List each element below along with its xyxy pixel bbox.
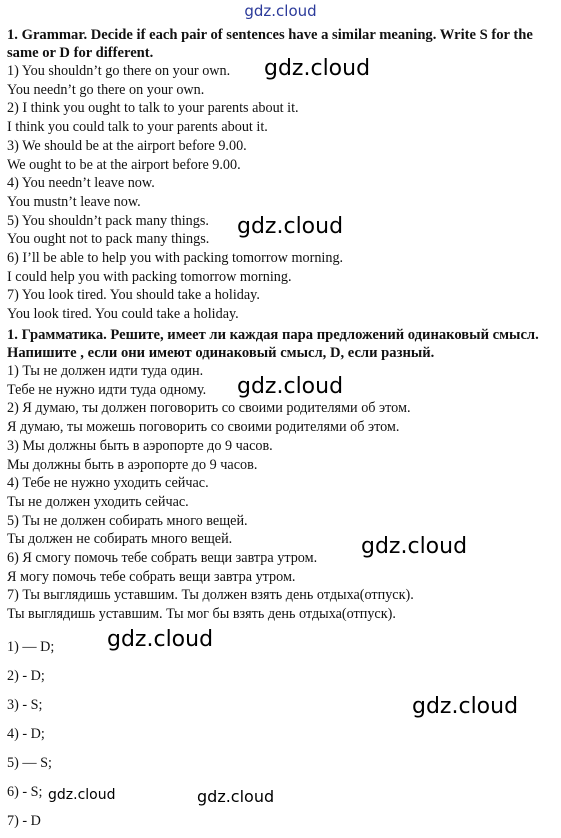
russian-task-heading: 1. Грамматика. Решите, имеет ли каждая пара предложений одинаковый смысл. Напишите , если они имеют одинаковый смысл, D, если разный. <box>7 327 539 361</box>
watermark: gdz.cloud <box>361 534 468 559</box>
english-sentence: You mustn’t leave now. <box>7 193 141 210</box>
english-sentence: You ought not to pack many things. <box>7 231 210 248</box>
answer-item: 3) - S; <box>7 697 43 713</box>
english-sentence: 1) You shouldn’t go there on your own. <box>7 63 231 79</box>
answer-item: 1) — D; <box>7 639 55 655</box>
answer-item: 5) — S; <box>7 755 52 771</box>
watermark: gdz.cloud <box>237 374 344 399</box>
answer-item: 4) - D; <box>7 726 45 742</box>
english-sentence: 4) You needn’t leave now. <box>7 175 155 192</box>
watermark: gdz.cloud <box>237 214 344 239</box>
watermark: gdz.cloud <box>107 627 214 652</box>
watermark: gdz.cloud <box>197 787 275 806</box>
english-sentence: I could help you with packing tomorrow morning. <box>7 268 292 285</box>
russian-sentence: Мы должны быть в аэропорте до 9 часов. <box>7 456 258 473</box>
russian-sentence: 5) Ты не должен собирать много вещей. <box>7 512 248 529</box>
english-sentence: 6) I’ll be able to help you with packing tomorrow morning. <box>7 250 344 267</box>
english-sentence: I think you could talk to your parents about it. <box>7 119 268 136</box>
russian-section <box>7 326 552 624</box>
answer-list <box>7 633 552 836</box>
watermark: gdz.cloud <box>264 56 371 81</box>
english-sentence-list <box>7 62 552 324</box>
english-sentence: 3) We should be at the airport before 9.00. <box>7 137 247 154</box>
watermark: gdz.cloud <box>412 694 519 719</box>
english-task-heading: 1. Grammar. Decide if each pair of sentences have a similar meaning. Write S for the same or D for different. <box>7 27 533 61</box>
russian-sentence: Я могу помочь тебе собрать вещи завтра утром. <box>7 568 296 585</box>
russian-sentence: Ты выглядишь уставшим. Ты мог бы взять день отдыха(отпуск). <box>7 606 396 623</box>
answer-item: 6) - S; <box>7 784 43 800</box>
russian-sentence: Ты должен не собирать много вещей. <box>7 531 233 548</box>
russian-sentence-list <box>7 362 552 624</box>
russian-sentence: Ты не должен уходить сейчас. <box>7 493 189 510</box>
russian-sentence: 4) Тебе не нужно уходить сейчас. <box>7 475 209 492</box>
english-sentence: You look tired. You could take a holiday. <box>7 306 239 323</box>
answer-item: 2) - D; <box>7 668 45 684</box>
watermark: gdz.cloud <box>48 787 116 803</box>
english-sentence: You needn’t go there on your own. <box>7 81 205 98</box>
site-watermark-top: gdz.cloud <box>244 2 317 20</box>
russian-sentence: 7) Ты выглядишь уставшим. Ты должен взять день отдыха(отпуск). <box>7 587 414 604</box>
russian-sentence: Я думаю, ты можешь поговорить со своими родителями об этом. <box>7 419 400 436</box>
russian-sentence: 2) Я думаю, ты должен поговорить со своими родителями об этом. <box>7 400 411 417</box>
english-sentence: 2) I think you ought to talk to your parents about it. <box>7 100 299 117</box>
english-sentence: 7) You look tired. You should take a holiday. <box>7 287 260 304</box>
russian-sentence: Тебе не нужно идти туда одному. <box>7 381 207 398</box>
russian-sentence: 3) Мы должны быть в аэропорте до 9 часов. <box>7 437 273 454</box>
answer-item: 7) - D <box>7 813 41 829</box>
english-sentence: 5) You shouldn’t pack many things. <box>7 212 209 229</box>
russian-sentence: 1) Ты не должен идти туда один. <box>7 363 204 379</box>
russian-sentence: 6) Я смогу помочь тебе собрать вещи завтра утром. <box>7 550 318 567</box>
english-sentence: We ought to be at the airport before 9.00. <box>7 156 241 173</box>
